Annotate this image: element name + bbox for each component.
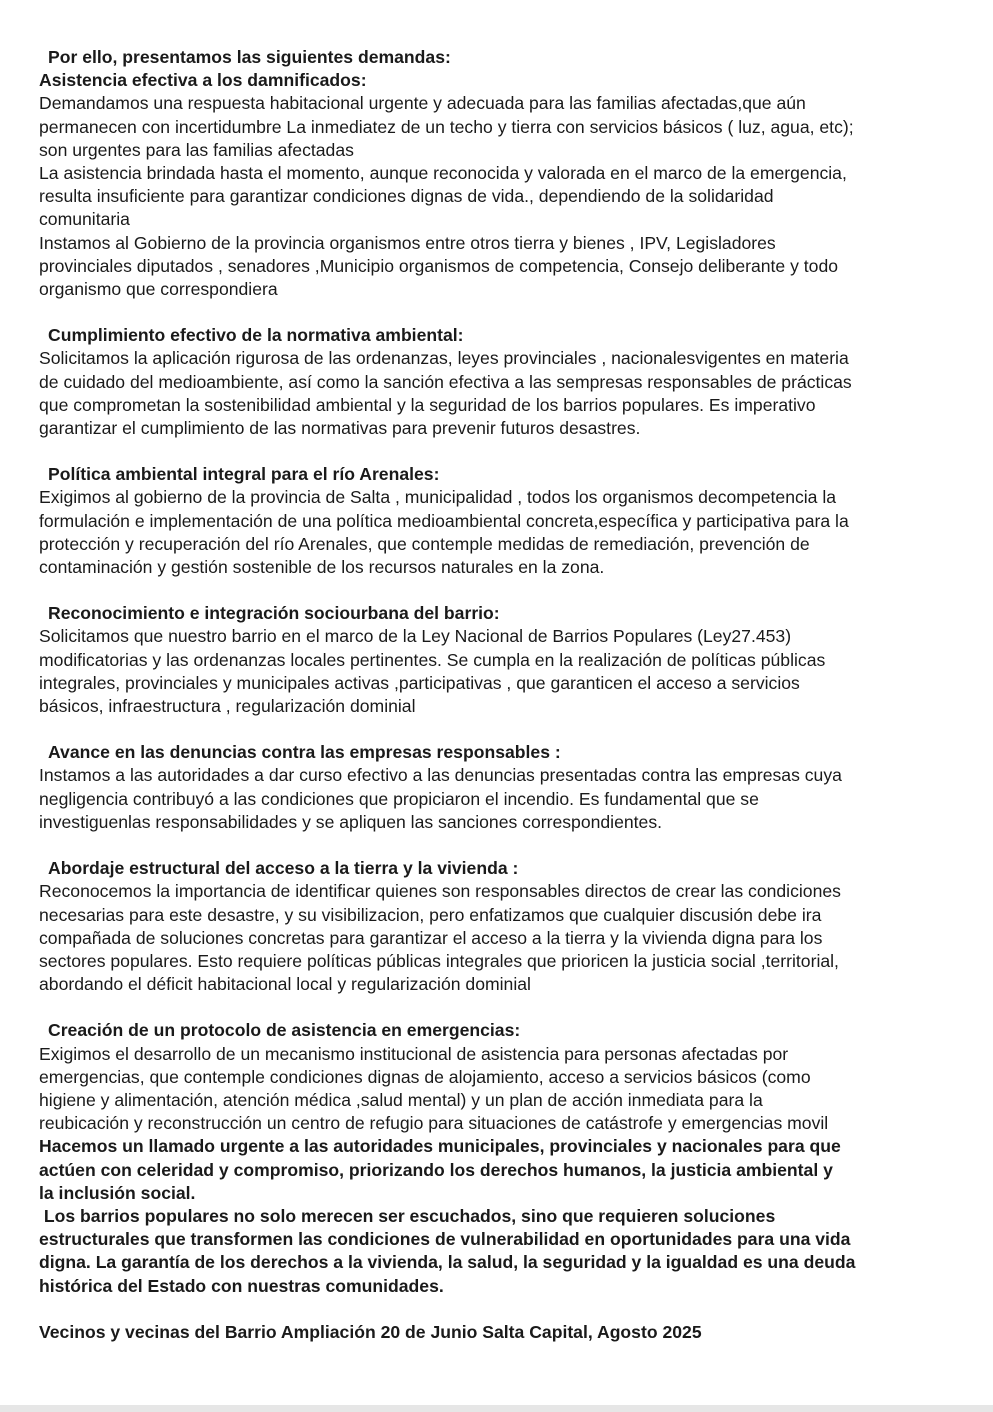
- text-line: garantizar el cumplimiento de las normativas para prevenir futuros desastres.: [39, 418, 641, 439]
- text-line: integrales, provinciales y municipales activas ,participativas , que garanticen el acceso a servicios: [39, 672, 800, 693]
- text-line: necesarias para este desastre, y su visibilizacion, pero enfatizamos que cualquier discusión debe ira: [39, 904, 822, 925]
- bold-text-line: actúen con celeridad y compromiso, priorizando los derechos humanos, la justicia ambiental y: [39, 1159, 833, 1180]
- spacer: [39, 1298, 974, 1321]
- bold-text-line: la inclusión social.: [39, 1182, 196, 1203]
- text-line: organismo que correspondiera: [39, 279, 278, 300]
- demands-heading: Por ello, presentamos las siguientes demandas:: [48, 47, 451, 67]
- text-line: negligencia contribuyó a las condiciones que propiciaron el incendio. Es fundamental que se: [39, 788, 759, 809]
- section-heading-protocolo: Creación de un protocolo de asistencia en emergencias:: [48, 1020, 521, 1041]
- bold-text-line: estructurales que transformen las condiciones de vulnerabilidad en oportunidades para una vida: [39, 1229, 851, 1250]
- section-heading-asistencia: Asistencia efectiva a los damnificados:: [39, 70, 367, 91]
- section-heading-arenales: Política ambiental integral para el río Arenales:: [48, 464, 440, 485]
- text-line: Reconocemos la importancia de identificar quienes son responsables directos de crear las condiciones: [39, 881, 841, 902]
- text-line: investiguenlas responsabilidades y se apliquen las sanciones correspondientes.: [39, 811, 663, 832]
- section-heading-tierra: Abordaje estructural del acceso a la tierra y la vivienda :: [48, 858, 519, 879]
- text-line: higiene y alimentación, atención médica ,salud mental) y un plan de acción inmediata para la: [39, 1089, 763, 1110]
- section-heading-normativa: Cumplimiento efectivo de la normativa ambiental:: [48, 325, 464, 346]
- text-line: son urgentes para las familias afectadas: [39, 139, 354, 160]
- text-line: provinciales diputados , senadores ,Municipio organismos de competencia, Consejo deliberante y todo: [39, 255, 839, 276]
- text-line: emergencias, que contemple condiciones dignas de alojamiento, acceso a servicios básicos (como: [39, 1066, 811, 1087]
- denuncias-paragraph: [39, 764, 974, 834]
- document-body: [39, 46, 974, 1344]
- text-line: permanecen con incertidumbre La inmediatez de un techo y tierra con servicios básicos ( luz, agua, etc);: [39, 116, 854, 137]
- text-line: Instamos a las autoridades a dar curso efectivo a las denuncias presentadas contra las empresas cuya: [39, 765, 842, 786]
- text-line: La asistencia brindada hasta el momento, aunque reconocida y valorada en el marco de la emergencia,: [39, 163, 847, 184]
- spacer: [39, 834, 974, 857]
- bold-text-line: digna. La garantía de los derechos a la vivienda, la salud, la seguridad y la igualdad es una deuda: [39, 1252, 856, 1273]
- text-line: Instamos al Gobierno de la provincia organismos entre otros tierra y bienes , IPV, Legisladores: [39, 232, 776, 253]
- spacer: [39, 440, 974, 463]
- text-line: Exigimos al gobierno de la provincia de Salta , municipalidad , todos los organismos decompetencia la: [39, 487, 837, 508]
- spacer: [39, 718, 974, 741]
- spacer: [39, 301, 974, 324]
- text-line: resulta insuficiente para garantizar condiciones dignas de vida., dependiendo de la solidaridad: [39, 186, 774, 207]
- reconocimiento-paragraph: [39, 625, 974, 718]
- protocolo-paragraph: [39, 1043, 974, 1136]
- arenales-paragraph: [39, 486, 974, 579]
- asistencia-paragraph: [39, 92, 974, 301]
- section-heading-reconocimiento: Reconocimiento e integración sociourbana del barrio:: [48, 603, 500, 624]
- bold-text-line: Hacemos un llamado urgente a las autoridades municipales, provinciales y nacionales para que: [39, 1136, 841, 1157]
- text-line: que comprometan la sostenibilidad ambiental y la seguridad de los barrios populares. Es imperativo: [39, 394, 816, 415]
- text-line: formulación e implementación de una política medioambiental concreta,específica y participativa para la: [39, 510, 849, 531]
- text-line: básicos, infraestructura , regularización dominial: [39, 696, 416, 717]
- text-line: protección y recuperación del río Arenales, que contemple medidas de remediación, prevención de: [39, 533, 810, 554]
- text-line: Solicitamos la aplicación rigurosa de las ordenanzas, leyes provinciales , nacionalesvigentes en materia: [39, 348, 849, 369]
- tierra-paragraph: [39, 880, 974, 996]
- text-line: reubicación y reconstrucción un centro de refugio para situaciones de catástrofe y emergencias movil: [39, 1113, 829, 1134]
- page-bottom-edge: [0, 1405, 993, 1412]
- closing-statement: [39, 1135, 974, 1297]
- text-line: sectores populares. Esto requiere políticas públicas integrales que prioricen la justicia social ,territorial,: [39, 950, 839, 971]
- spacer: [39, 579, 974, 602]
- spacer: [39, 996, 974, 1019]
- text-line: comunitaria: [39, 209, 130, 230]
- text-line: modificatorias y las ordenanzas locales pertinentes. Se cumpla en la realización de políticas públicas: [39, 649, 826, 670]
- text-line: contaminación y gestión sostenible de los recursos naturales en la zona.: [39, 557, 605, 578]
- text-line: Exigimos el desarrollo de un mecanismo institucional de asistencia para personas afectadas por: [39, 1043, 789, 1064]
- text-line: Solicitamos que nuestro barrio en el marco de la Ley Nacional de Barrios Populares (Ley27.453): [39, 626, 792, 647]
- text-line: abordando el déficit habitacional local y regularización dominial: [39, 974, 531, 995]
- bold-text-line: histórica del Estado con nuestras comunidades.: [39, 1275, 444, 1296]
- normativa-paragraph: [39, 347, 974, 440]
- section-heading-denuncias: Avance en las denuncias contra las empresas responsables :: [48, 742, 561, 763]
- text-line: compañada de soluciones concretas para garantizar el acceso a la tierra y la vivienda digna para los: [39, 927, 823, 948]
- signature: Vecinos y vecinas del Barrio Ampliación 20 de Junio Salta Capital, Agosto 2025: [39, 1321, 702, 1342]
- text-line: Demandamos una respuesta habitacional urgente y adecuada para las familias afectadas,que aún: [39, 93, 806, 114]
- text-line: de cuidado del medioambiente, así como la sanción efectiva a las sempresas responsables de prácticas: [39, 371, 852, 392]
- bold-text-line: Los barrios populares no solo merecen ser escuchados, sino que requieren soluciones: [39, 1205, 776, 1226]
